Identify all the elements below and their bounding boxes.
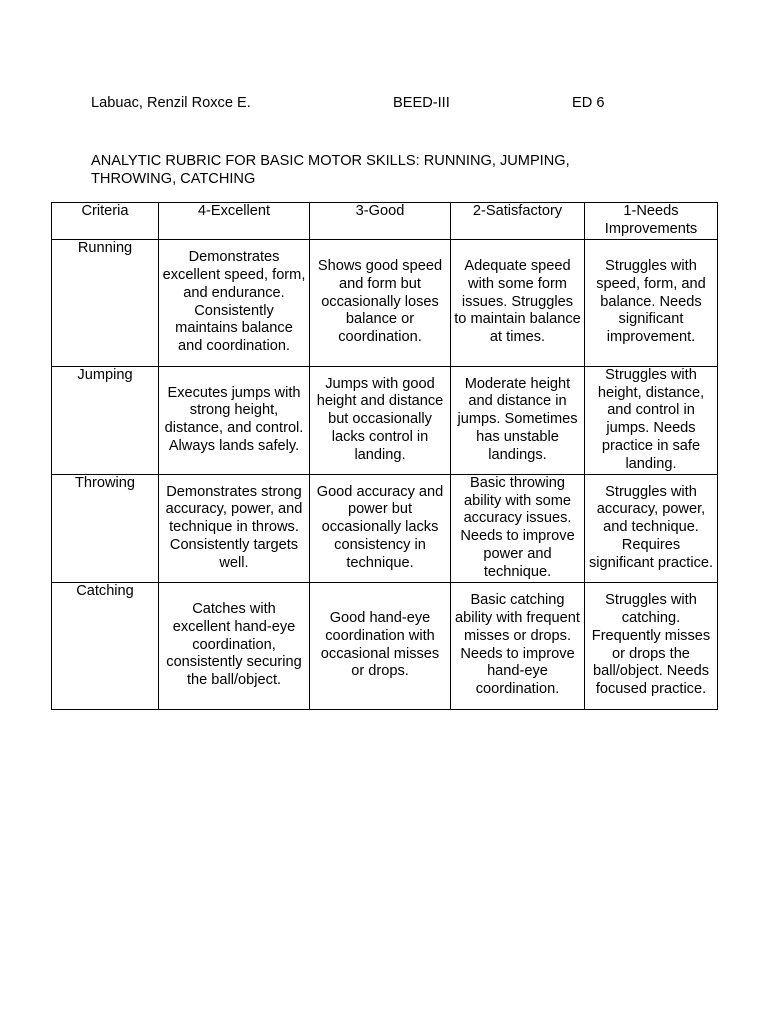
- rubric-cell: Adequate speed with some form issues. Struggles to maintain balance at times.: [451, 239, 585, 366]
- rubric-table: [51, 202, 718, 710]
- table-row: [52, 366, 718, 474]
- rubric-cell: Catches with excellent hand-eye coordination, consistently securing the ball/object.: [159, 582, 310, 709]
- table-row: [52, 582, 718, 709]
- title-line-1: ANALYTIC RUBRIC FOR BASIC MOTOR SKILLS: RUNNING, JUMPING,: [91, 153, 570, 169]
- column-header-satisfactory: 2-Satisfactory: [451, 203, 585, 240]
- criterion-cell: Running: [52, 239, 159, 366]
- rubric-cell: Demonstrates strong accuracy, power, and technique in throws. Consistently targets well.: [159, 474, 310, 582]
- rubric-cell: Struggles with height, distance, and control in jumps. Needs practice in safe landing.: [585, 366, 718, 474]
- criterion-cell: Jumping: [52, 366, 159, 474]
- student-name: Labuac, Renzil Roxce E.: [91, 95, 251, 111]
- column-header-good: 3-Good: [310, 203, 451, 240]
- rubric-cell: Struggles with accuracy, power, and technique. Requires significant practice.: [585, 474, 718, 582]
- criterion-cell: Catching: [52, 582, 159, 709]
- table-header-row: [52, 203, 718, 240]
- rubric-cell: Struggles with catching. Frequently misses or drops the ball/object. Needs focused practice.: [585, 582, 718, 709]
- rubric-cell: Moderate height and distance in jumps. Sometimes has unstable landings.: [451, 366, 585, 474]
- rubric-cell: Demonstrates excellent speed, form, and endurance. Consistently maintains balance and coordination.: [159, 239, 310, 366]
- rubric-cell: Struggles with speed, form, and balance. Needs significant improvement.: [585, 239, 718, 366]
- rubric-cell: Executes jumps with strong height, distance, and control. Always lands safely.: [159, 366, 310, 474]
- column-header-excellent: 4-Excellent: [159, 203, 310, 240]
- rubric-cell: Basic throwing ability with some accuracy issues. Needs to improve power and technique.: [451, 474, 585, 582]
- document-header: [0, 93, 768, 113]
- criterion-cell: Throwing: [52, 474, 159, 582]
- document-title: [91, 152, 651, 188]
- rubric-cell: Shows good speed and form but occasionally loses balance or coordination.: [310, 239, 451, 366]
- table-row: [52, 239, 718, 366]
- rubric-cell: Jumps with good height and distance but occasionally lacks control in landing.: [310, 366, 451, 474]
- course-label: BEED-III: [393, 95, 450, 111]
- rubric-cell: Good accuracy and power but occasionally lacks consistency in technique.: [310, 474, 451, 582]
- column-header-criteria: Criteria: [52, 203, 159, 240]
- column-header-needs-improvements: 1-Needs Improvements: [585, 203, 718, 240]
- rubric-cell: Good hand-eye coordination with occasional misses or drops.: [310, 582, 451, 709]
- subject-label: ED 6: [572, 95, 605, 111]
- table-row: [52, 474, 718, 582]
- rubric-cell: Basic catching ability with frequent misses or drops. Needs to improve hand-eye coordination.: [451, 582, 585, 709]
- title-line-2: THROWING, CATCHING: [91, 171, 256, 187]
